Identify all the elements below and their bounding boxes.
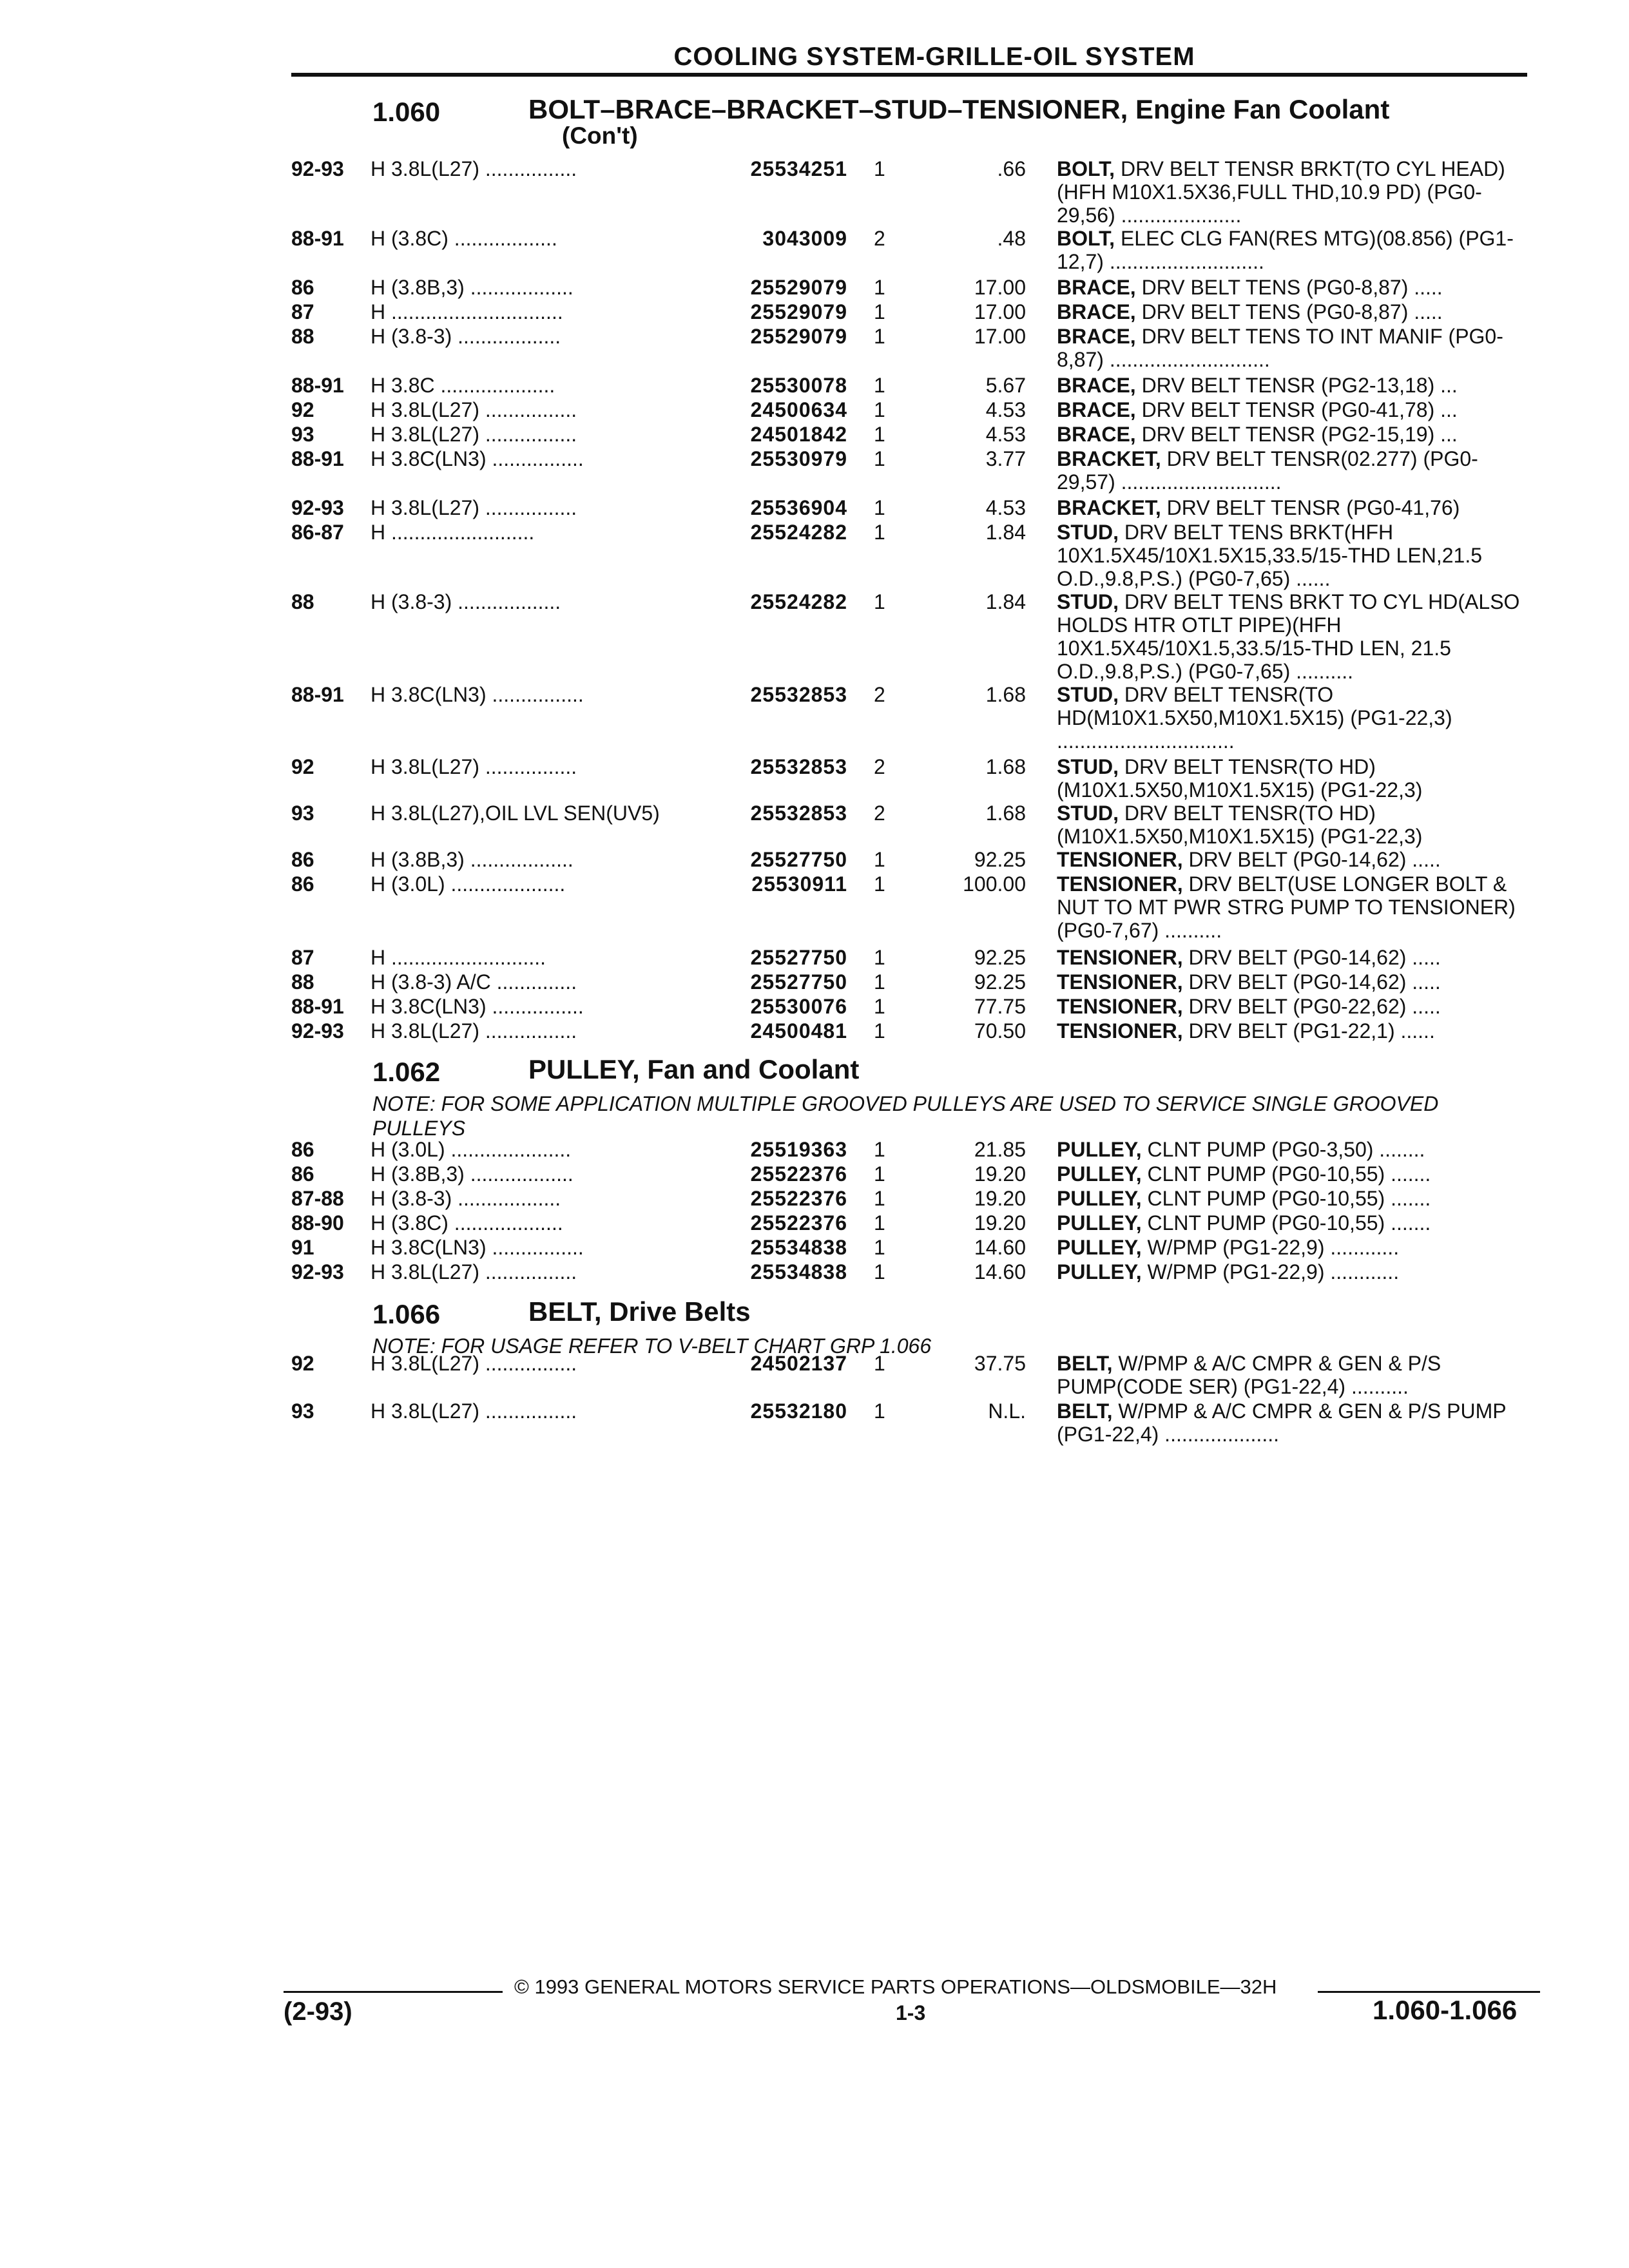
description-name: BOLT, (1057, 157, 1115, 180)
quantity: 1 (874, 872, 885, 896)
description-name: PULLEY, (1057, 1187, 1142, 1210)
application: H 3.8C(LN3) ................ (371, 1236, 584, 1259)
footer-rule (1318, 1991, 1540, 1993)
part-number: 24500481 (750, 1019, 847, 1043)
footer-date: (2-93) (284, 1997, 352, 2026)
price: 19.20 (974, 1162, 1026, 1186)
description (1057, 276, 1530, 299)
model-year: 92-93 (291, 496, 344, 519)
table-row (0, 1019, 1629, 1043)
description-text: CLNT PUMP (PG0-10,55) ....... (1141, 1162, 1431, 1186)
application: H (3.8B,3) .................. (371, 276, 574, 299)
price: .66 (997, 157, 1026, 180)
description (1057, 496, 1530, 519)
section-number: 1.066 (372, 1299, 441, 1329)
model-year: 88-91 (291, 227, 344, 250)
description-text: DRV BELT TENS BRKT(HFH 10X1.5X45/10X1.5X15,33.5/15-THD LEN,21.5 O.D.,9.8,P.S.) (PG0-7,65) ...... (1057, 521, 1482, 590)
application: H 3.8L(L27) ................ (371, 496, 577, 519)
model-year: 86-87 (291, 521, 344, 544)
footer-copyright: © 1993 GENERAL MOTORS SERVICE PARTS OPERATIONS—OLDSMOBILE—32H (514, 1975, 1277, 1998)
quantity: 2 (874, 227, 885, 250)
part-number: 24500634 (750, 398, 847, 421)
model-year: 86 (291, 848, 314, 871)
description (1057, 946, 1530, 969)
description-text: W/PMP & A/C CMPR & GEN & P/S PUMP(CODE SER) (PG1-22,4) .......... (1057, 1352, 1441, 1398)
application: H (3.8B,3) .................. (371, 1162, 574, 1186)
model-year: 92 (291, 398, 314, 421)
application: H ........................... (371, 946, 546, 969)
description-text: DRV BELT (PG0-14,62) ..... (1182, 946, 1441, 969)
part-number: 25522376 (750, 1162, 847, 1186)
description-text: DRV BELT TENSR (PG2-13,18) ... (1135, 374, 1458, 397)
price: 77.75 (974, 995, 1026, 1018)
price: 4.53 (985, 496, 1026, 519)
price: 5.67 (985, 374, 1026, 397)
description (1057, 848, 1530, 871)
description-text: W/PMP (PG1-22,9) ............ (1141, 1260, 1400, 1283)
description (1057, 423, 1530, 446)
description (1057, 300, 1530, 323)
description-name: TENSIONER, (1057, 970, 1183, 994)
model-year: 86 (291, 872, 314, 896)
quantity: 1 (874, 1352, 885, 1375)
part-number: 24502137 (750, 1352, 847, 1375)
application: H (3.8B,3) .................. (371, 848, 574, 871)
description (1057, 872, 1530, 942)
part-number: 25532853 (750, 802, 847, 825)
price: 19.20 (974, 1187, 1026, 1210)
part-number: 25530076 (750, 995, 847, 1018)
price: 17.00 (974, 300, 1026, 323)
description-name: STUD, (1057, 683, 1119, 706)
price: 19.20 (974, 1211, 1026, 1235)
description-name: TENSIONER, (1057, 946, 1183, 969)
model-year: 86 (291, 1162, 314, 1186)
application: H 3.8L(L27) ................ (371, 157, 577, 180)
description-name: BRACE, (1057, 276, 1136, 299)
table-row (0, 1352, 1629, 1398)
description (1057, 227, 1530, 273)
table-row (0, 1260, 1629, 1283)
description (1057, 970, 1530, 994)
section-continued: (Con't) (562, 122, 638, 149)
page-number: 1-3 (896, 2001, 926, 2024)
description-name: STUD, (1057, 802, 1119, 825)
description-text: DRV BELT(USE LONGER BOLT & NUT TO MT PWR STRG PUMP TO TENSIONER) (PG0-7,67) .......... (1057, 872, 1516, 942)
part-number: 25534838 (750, 1236, 847, 1259)
description (1057, 447, 1530, 494)
table-row (0, 755, 1629, 802)
application: H 3.8L(L27) ................ (371, 1352, 577, 1375)
description-text: DRV BELT TENSR(TO HD(M10X1.5X50,M10X1.5X15) (PG1-22,3) ............................... (1057, 683, 1452, 753)
description-name: PULLEY, (1057, 1138, 1142, 1161)
model-year: 88-90 (291, 1211, 344, 1235)
part-number: 25527750 (750, 970, 847, 994)
quantity: 1 (874, 1019, 885, 1043)
section-title: BELT, Drive Belts (528, 1296, 751, 1327)
price: N.L. (988, 1399, 1026, 1423)
quantity: 1 (874, 325, 885, 348)
price: 4.53 (985, 423, 1026, 446)
price: 1.84 (985, 521, 1026, 544)
application: H .............................. (371, 300, 563, 323)
table-row (0, 398, 1629, 421)
model-year: 92-93 (291, 1260, 344, 1283)
application: H (3.8-3) A/C .............. (371, 970, 577, 994)
model-year: 92 (291, 755, 314, 778)
table-row (0, 848, 1629, 871)
description-name: BRACE, (1057, 423, 1136, 446)
price: 21.85 (974, 1138, 1026, 1161)
part-number: 25527750 (750, 848, 847, 871)
description (1057, 521, 1530, 590)
table-row (0, 995, 1629, 1018)
description (1057, 325, 1530, 371)
price: 14.60 (974, 1260, 1026, 1283)
description-text: DRV BELT TENSR (PG0-41,78) ... (1135, 398, 1458, 421)
application: H (3.8-3) .................. (371, 325, 561, 348)
part-number: 25530078 (750, 374, 847, 397)
description (1057, 1211, 1530, 1235)
quantity: 1 (874, 398, 885, 421)
description-text: DRV BELT TENSR BRKT(TO CYL HEAD)(HFH M10X1.5X36,FULL THD,10.9 PD) (PG0-29,56) ..................... (1057, 157, 1505, 227)
table-row (0, 1138, 1629, 1161)
table-row (0, 1162, 1629, 1186)
description-name: TENSIONER, (1057, 848, 1183, 871)
description (1057, 1019, 1530, 1043)
application: H 3.8C .................... (371, 374, 555, 397)
application: H 3.8L(L27) ................ (371, 398, 577, 421)
description-name: BRACE, (1057, 374, 1136, 397)
description (1057, 1236, 1530, 1259)
part-number: 3043009 (762, 227, 847, 250)
description (1057, 374, 1530, 397)
description-name: TENSIONER, (1057, 872, 1183, 896)
description-name: BRACE, (1057, 398, 1136, 421)
quantity: 1 (874, 1236, 885, 1259)
application: H (3.0L) .................... (371, 872, 566, 896)
description (1057, 755, 1530, 802)
application: H ......................... (371, 521, 535, 544)
application: H (3.8C) ................... (371, 1211, 563, 1235)
section-title: BOLT–BRACE–BRACKET–STUD–TENSIONER, Engine Fan Coolant (528, 94, 1390, 124)
description (1057, 157, 1530, 227)
price: 17.00 (974, 325, 1026, 348)
quantity: 1 (874, 946, 885, 969)
description-name: BELT, (1057, 1352, 1113, 1375)
description (1057, 1399, 1530, 1446)
description-name: STUD, (1057, 590, 1119, 613)
description-name: PULLEY, (1057, 1162, 1142, 1186)
model-year: 87 (291, 300, 314, 323)
quantity: 1 (874, 995, 885, 1018)
application: H 3.8L(L27) ................ (371, 1399, 577, 1423)
part-number: 25536904 (750, 496, 847, 519)
model-year: 88-91 (291, 374, 344, 397)
model-year: 87 (291, 946, 314, 969)
description-name: TENSIONER, (1057, 995, 1183, 1018)
price: 70.50 (974, 1019, 1026, 1043)
description-name: BRACKET, (1057, 496, 1161, 519)
application: H (3.8-3) .................. (371, 1187, 561, 1210)
model-year: 86 (291, 276, 314, 299)
quantity: 1 (874, 496, 885, 519)
price: 1.84 (985, 590, 1026, 613)
table-row (0, 423, 1629, 446)
description-text: DRV BELT TENSR(02.277) (PG0-29,57) ............................ (1057, 447, 1478, 494)
part-number: 25530911 (751, 872, 847, 896)
header-rule (291, 73, 1527, 77)
model-year: 88-91 (291, 447, 344, 470)
price: 92.25 (974, 946, 1026, 969)
description-name: BOLT, (1057, 227, 1115, 250)
description-text: W/PMP & A/C CMPR & GEN & P/S PUMP (PG1-22,4) .................... (1057, 1399, 1507, 1446)
quantity: 1 (874, 374, 885, 397)
model-year: 86 (291, 1138, 314, 1161)
model-year: 93 (291, 802, 314, 825)
application: H 3.8L(L27) ................ (371, 1019, 577, 1043)
quantity: 1 (874, 970, 885, 994)
part-number: 25534838 (750, 1260, 847, 1283)
application: H 3.8L(L27) ................ (371, 1260, 577, 1283)
section-note: NOTE: FOR SOME APPLICATION MULTIPLE GROOVED PULLEYS ARE USED TO SERVICE SINGLE GROOVED PULLEYS (372, 1092, 1439, 1140)
description-text: DRV BELT (PG0-14,62) ..... (1182, 970, 1441, 994)
table-row (0, 1211, 1629, 1235)
price: .48 (997, 227, 1026, 250)
description-name: BRACKET, (1057, 447, 1161, 470)
application: H 3.8L(L27) ................ (371, 423, 577, 446)
model-year: 88-91 (291, 683, 344, 706)
quantity: 2 (874, 802, 885, 825)
part-number: 25532853 (750, 683, 847, 706)
description (1057, 1352, 1530, 1398)
description-text: DRV BELT (PG1-22,1) ...... (1182, 1019, 1435, 1043)
price: 4.53 (985, 398, 1026, 421)
application: H 3.8C(LN3) ................ (371, 995, 584, 1018)
price: 1.68 (985, 755, 1026, 778)
description (1057, 1187, 1530, 1210)
table-row (0, 1236, 1629, 1259)
section-title: PULLEY, Fan and Coolant (528, 1054, 860, 1084)
model-year: 93 (291, 423, 314, 446)
description-text: DRV BELT TENS BRKT TO CYL HD(ALSO HOLDS HTR OTLT PIPE)(HFH 10X1.5X45/10X1.5,33.5/15-THD LEN, 21.5 O.D.,9.8,P.S.) (PG0-7,65) .......... (1057, 590, 1520, 683)
description (1057, 1138, 1530, 1161)
price: 1.68 (985, 802, 1026, 825)
table-row (0, 496, 1629, 519)
model-year: 91 (291, 1236, 314, 1259)
quantity: 1 (874, 1187, 885, 1210)
price: 92.25 (974, 970, 1026, 994)
description-text: DRV BELT (PG0-14,62) ..... (1182, 848, 1441, 871)
quantity: 1 (874, 276, 885, 299)
model-year: 87-88 (291, 1187, 344, 1210)
table-row (0, 374, 1629, 397)
description (1057, 683, 1530, 753)
application: H 3.8L(L27),OIL LVL SEN(UV5) (371, 802, 660, 825)
description-text: DRV BELT TENSR(TO HD) (M10X1.5X50,M10X1.5X15) (PG1-22,3) (1057, 802, 1423, 848)
description-name: BELT, (1057, 1399, 1113, 1423)
application: H (3.0L) ..................... (371, 1138, 572, 1161)
section-number: 1.060 (372, 97, 441, 127)
application: H (3.8C) .................. (371, 227, 557, 250)
description-text: ELEC CLG FAN(RES MTG)(08.856) (PG1-12,7) ........................... (1057, 227, 1514, 273)
price: 37.75 (974, 1352, 1026, 1375)
table-row (0, 590, 1629, 683)
part-number: 25529079 (750, 300, 847, 323)
part-number: 25522376 (750, 1211, 847, 1235)
table-row (0, 227, 1629, 273)
application: H 3.8C(LN3) ................ (371, 683, 584, 706)
description (1057, 802, 1530, 848)
part-number: 24501842 (750, 423, 847, 446)
table-row (0, 300, 1629, 323)
description (1057, 1260, 1530, 1283)
table-row (0, 802, 1629, 848)
table-row (0, 325, 1629, 371)
part-number: 25532853 (750, 755, 847, 778)
quantity: 1 (874, 1211, 885, 1235)
part-number: 25527750 (750, 946, 847, 969)
part-number: 25529079 (750, 276, 847, 299)
application: H (3.8-3) .................. (371, 590, 561, 613)
footer-rule (284, 1991, 503, 1993)
part-number: 25524282 (750, 521, 847, 544)
application: H 3.8C(LN3) ................ (371, 447, 584, 470)
description-text: DRV BELT TENS (PG0-8,87) ..... (1135, 276, 1443, 299)
description-text: DRV BELT TENS (PG0-8,87) ..... (1135, 300, 1443, 323)
application: H 3.8L(L27) ................ (371, 755, 577, 778)
part-number: 25522376 (750, 1187, 847, 1210)
description (1057, 398, 1530, 421)
part-number: 25524282 (750, 590, 847, 613)
price: 1.68 (985, 683, 1026, 706)
quantity: 1 (874, 447, 885, 470)
description-text: CLNT PUMP (PG0-10,55) ....... (1141, 1187, 1431, 1210)
description-name: PULLEY, (1057, 1211, 1142, 1235)
price: 17.00 (974, 276, 1026, 299)
section-number: 1.062 (372, 1057, 441, 1087)
table-row (0, 970, 1629, 994)
quantity: 1 (874, 590, 885, 613)
table-row (0, 872, 1629, 942)
price: 14.60 (974, 1236, 1026, 1259)
description-text: W/PMP (PG1-22,9) ............ (1141, 1236, 1400, 1259)
model-year: 88 (291, 590, 314, 613)
description (1057, 995, 1530, 1018)
description-name: PULLEY, (1057, 1236, 1142, 1259)
part-number: 25529079 (750, 325, 847, 348)
part-number: 25534251 (750, 157, 847, 180)
description-name: BRACE, (1057, 325, 1136, 348)
part-number: 25519363 (750, 1138, 847, 1161)
page-title: COOLING SYSTEM-GRILLE-OIL SYSTEM (673, 43, 1195, 71)
model-year: 88-91 (291, 995, 344, 1018)
table-row (0, 521, 1629, 590)
part-number: 25532180 (750, 1399, 847, 1423)
table-row (0, 1399, 1629, 1446)
model-year: 92-93 (291, 1019, 344, 1043)
quantity: 1 (874, 1260, 885, 1283)
table-row (0, 1187, 1629, 1210)
table-row (0, 683, 1629, 753)
description-text: DRV BELT TENSR (PG0-41,76) (1161, 496, 1460, 519)
description-name: BRACE, (1057, 300, 1136, 323)
quantity: 1 (874, 1399, 885, 1423)
price: 92.25 (974, 848, 1026, 871)
model-year: 92-93 (291, 157, 344, 180)
table-row (0, 447, 1629, 494)
quantity: 1 (874, 157, 885, 180)
description-name: PULLEY, (1057, 1260, 1142, 1283)
model-year: 92 (291, 1352, 314, 1375)
quantity: 1 (874, 1162, 885, 1186)
model-year: 93 (291, 1399, 314, 1423)
description-text: DRV BELT TENS TO INT MANIF (PG0-8,87) ............................ (1057, 325, 1503, 371)
description-text: DRV BELT (PG0-22,62) ..... (1182, 995, 1441, 1018)
description-text: DRV BELT TENSR (PG2-15,19) ... (1135, 423, 1458, 446)
quantity: 2 (874, 683, 885, 706)
description-name: STUD, (1057, 521, 1119, 544)
quantity: 1 (874, 300, 885, 323)
table-row (0, 276, 1629, 299)
price: 3.77 (985, 447, 1026, 470)
description-text: CLNT PUMP (PG0-3,50) ........ (1141, 1138, 1425, 1161)
description-text: CLNT PUMP (PG0-10,55) ....... (1141, 1211, 1431, 1235)
description-name: STUD, (1057, 755, 1119, 778)
description (1057, 590, 1530, 683)
table-row (0, 157, 1629, 227)
quantity: 1 (874, 521, 885, 544)
group-range: 1.060-1.066 (1373, 1995, 1518, 2025)
quantity: 1 (874, 423, 885, 446)
quantity: 2 (874, 755, 885, 778)
section-note: NOTE: FOR USAGE REFER TO V-BELT CHART GRP 1.066 (372, 1334, 932, 1358)
part-number: 25530979 (750, 447, 847, 470)
table-row (0, 946, 1629, 969)
price: 100.00 (963, 872, 1026, 896)
quantity: 1 (874, 1138, 885, 1161)
description (1057, 1162, 1530, 1186)
description-text: DRV BELT TENSR(TO HD) (M10X1.5X50,M10X1.5X15) (PG1-22,3) (1057, 755, 1423, 802)
quantity: 1 (874, 848, 885, 871)
description-name: TENSIONER, (1057, 1019, 1183, 1043)
model-year: 88 (291, 325, 314, 348)
model-year: 88 (291, 970, 314, 994)
